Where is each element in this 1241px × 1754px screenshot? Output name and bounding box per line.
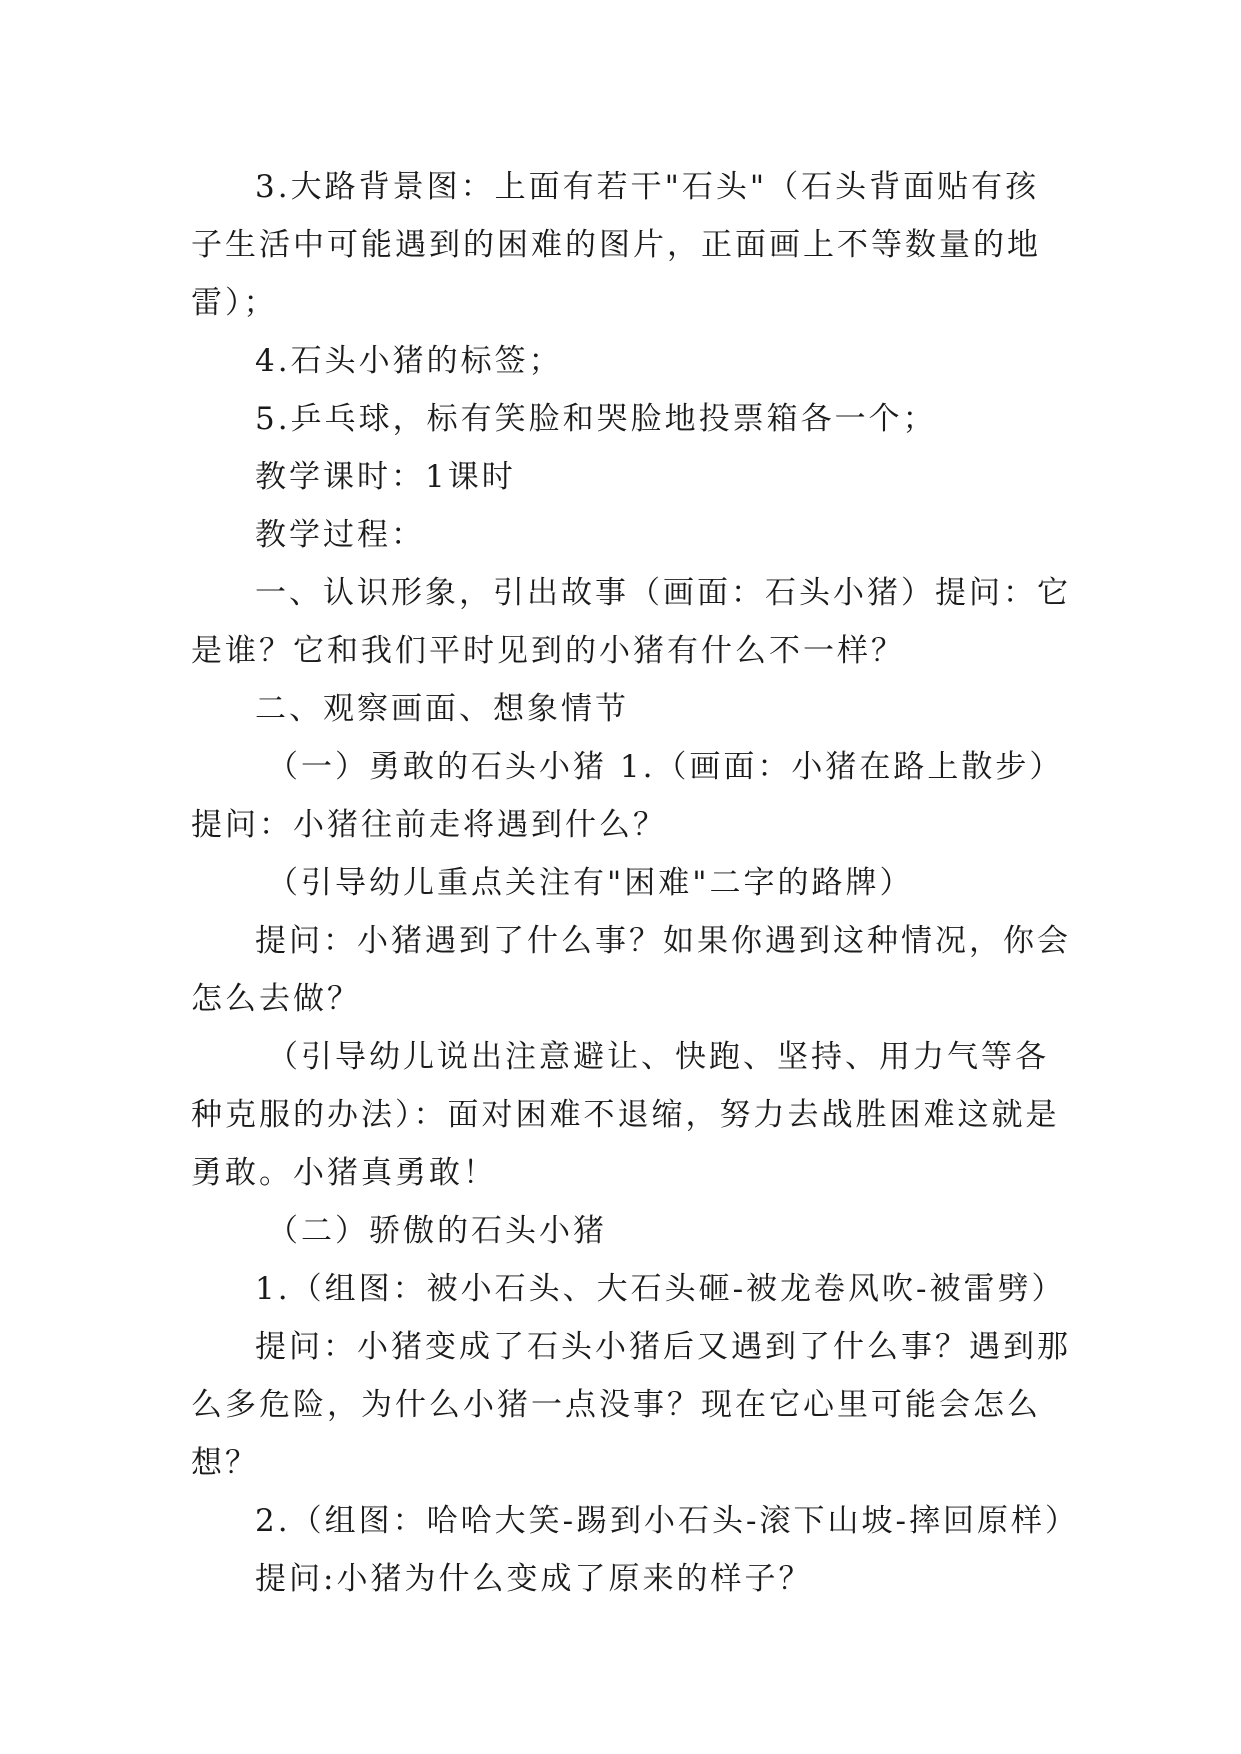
paragraph-question-danger: 提问：小猪变成了石头小猪后又遇到了什么事？遇到那么多危险，为什么小猪一点没事？现在它心里可能会怎么想？ — [191, 1329, 1071, 1481]
paragraph-section-two: 二、观察画面、想象情节 — [255, 691, 629, 727]
paragraph-proud-pig: （二）骄傲的石头小猪 — [267, 1213, 607, 1249]
document-body — [191, 158, 1079, 1608]
paragraph-picture-set-2: 2.（组图：哈哈大笑-踢到小石头-滚下山坡-摔回原样） — [255, 1503, 1079, 1539]
paragraph-materials-5: 5.乒乓球，标有笑脸和哭脸地投票箱各一个； — [255, 401, 937, 437]
paragraph-brave-pig: （一）勇敢的石头小猪 1.（画面：小猪在路上散步）提问：小猪往前走将遇到什么？ — [191, 749, 1064, 843]
paragraph-materials-3: 3.大路背景图：上面有若干"石头"（石头背面贴有孩子生活中可能遇到的困难的图片，正面画上不等数量的地雷）； — [191, 169, 1041, 321]
paragraph-picture-set-1: 1.（组图：被小石头、大石头砸-被龙卷风吹-被雷劈） — [255, 1271, 1066, 1307]
paragraph-question-original: 提问:小猪为什么变成了原来的样子？ — [255, 1561, 813, 1597]
paragraph-teaching-process: 教学过程： — [255, 517, 425, 553]
paragraph-guide-sign: （引导幼儿重点关注有"困难"二字的路牌） — [267, 865, 914, 901]
paragraph-question-encounter: 提问：小猪遇到了什么事？如果你遇到这种情况，你会怎么去做？ — [191, 923, 1071, 1017]
paragraph-section-one: 一、认识形象，引出故事（画面：石头小猪）提问：它是谁？它和我们平时见到的小猪有什么不一样？ — [191, 575, 1071, 669]
paragraph-teaching-hours: 教学课时：1课时 — [255, 459, 516, 495]
paragraph-materials-4: 4.石头小猪的标签； — [255, 343, 563, 379]
paragraph-guide-overcome: （引导幼儿说出注意避让、快跑、坚持、用力气等各种克服的办法）：面对困难不退缩，努力去战胜困难这就是勇敢。小猪真勇敢！ — [191, 1039, 1060, 1191]
